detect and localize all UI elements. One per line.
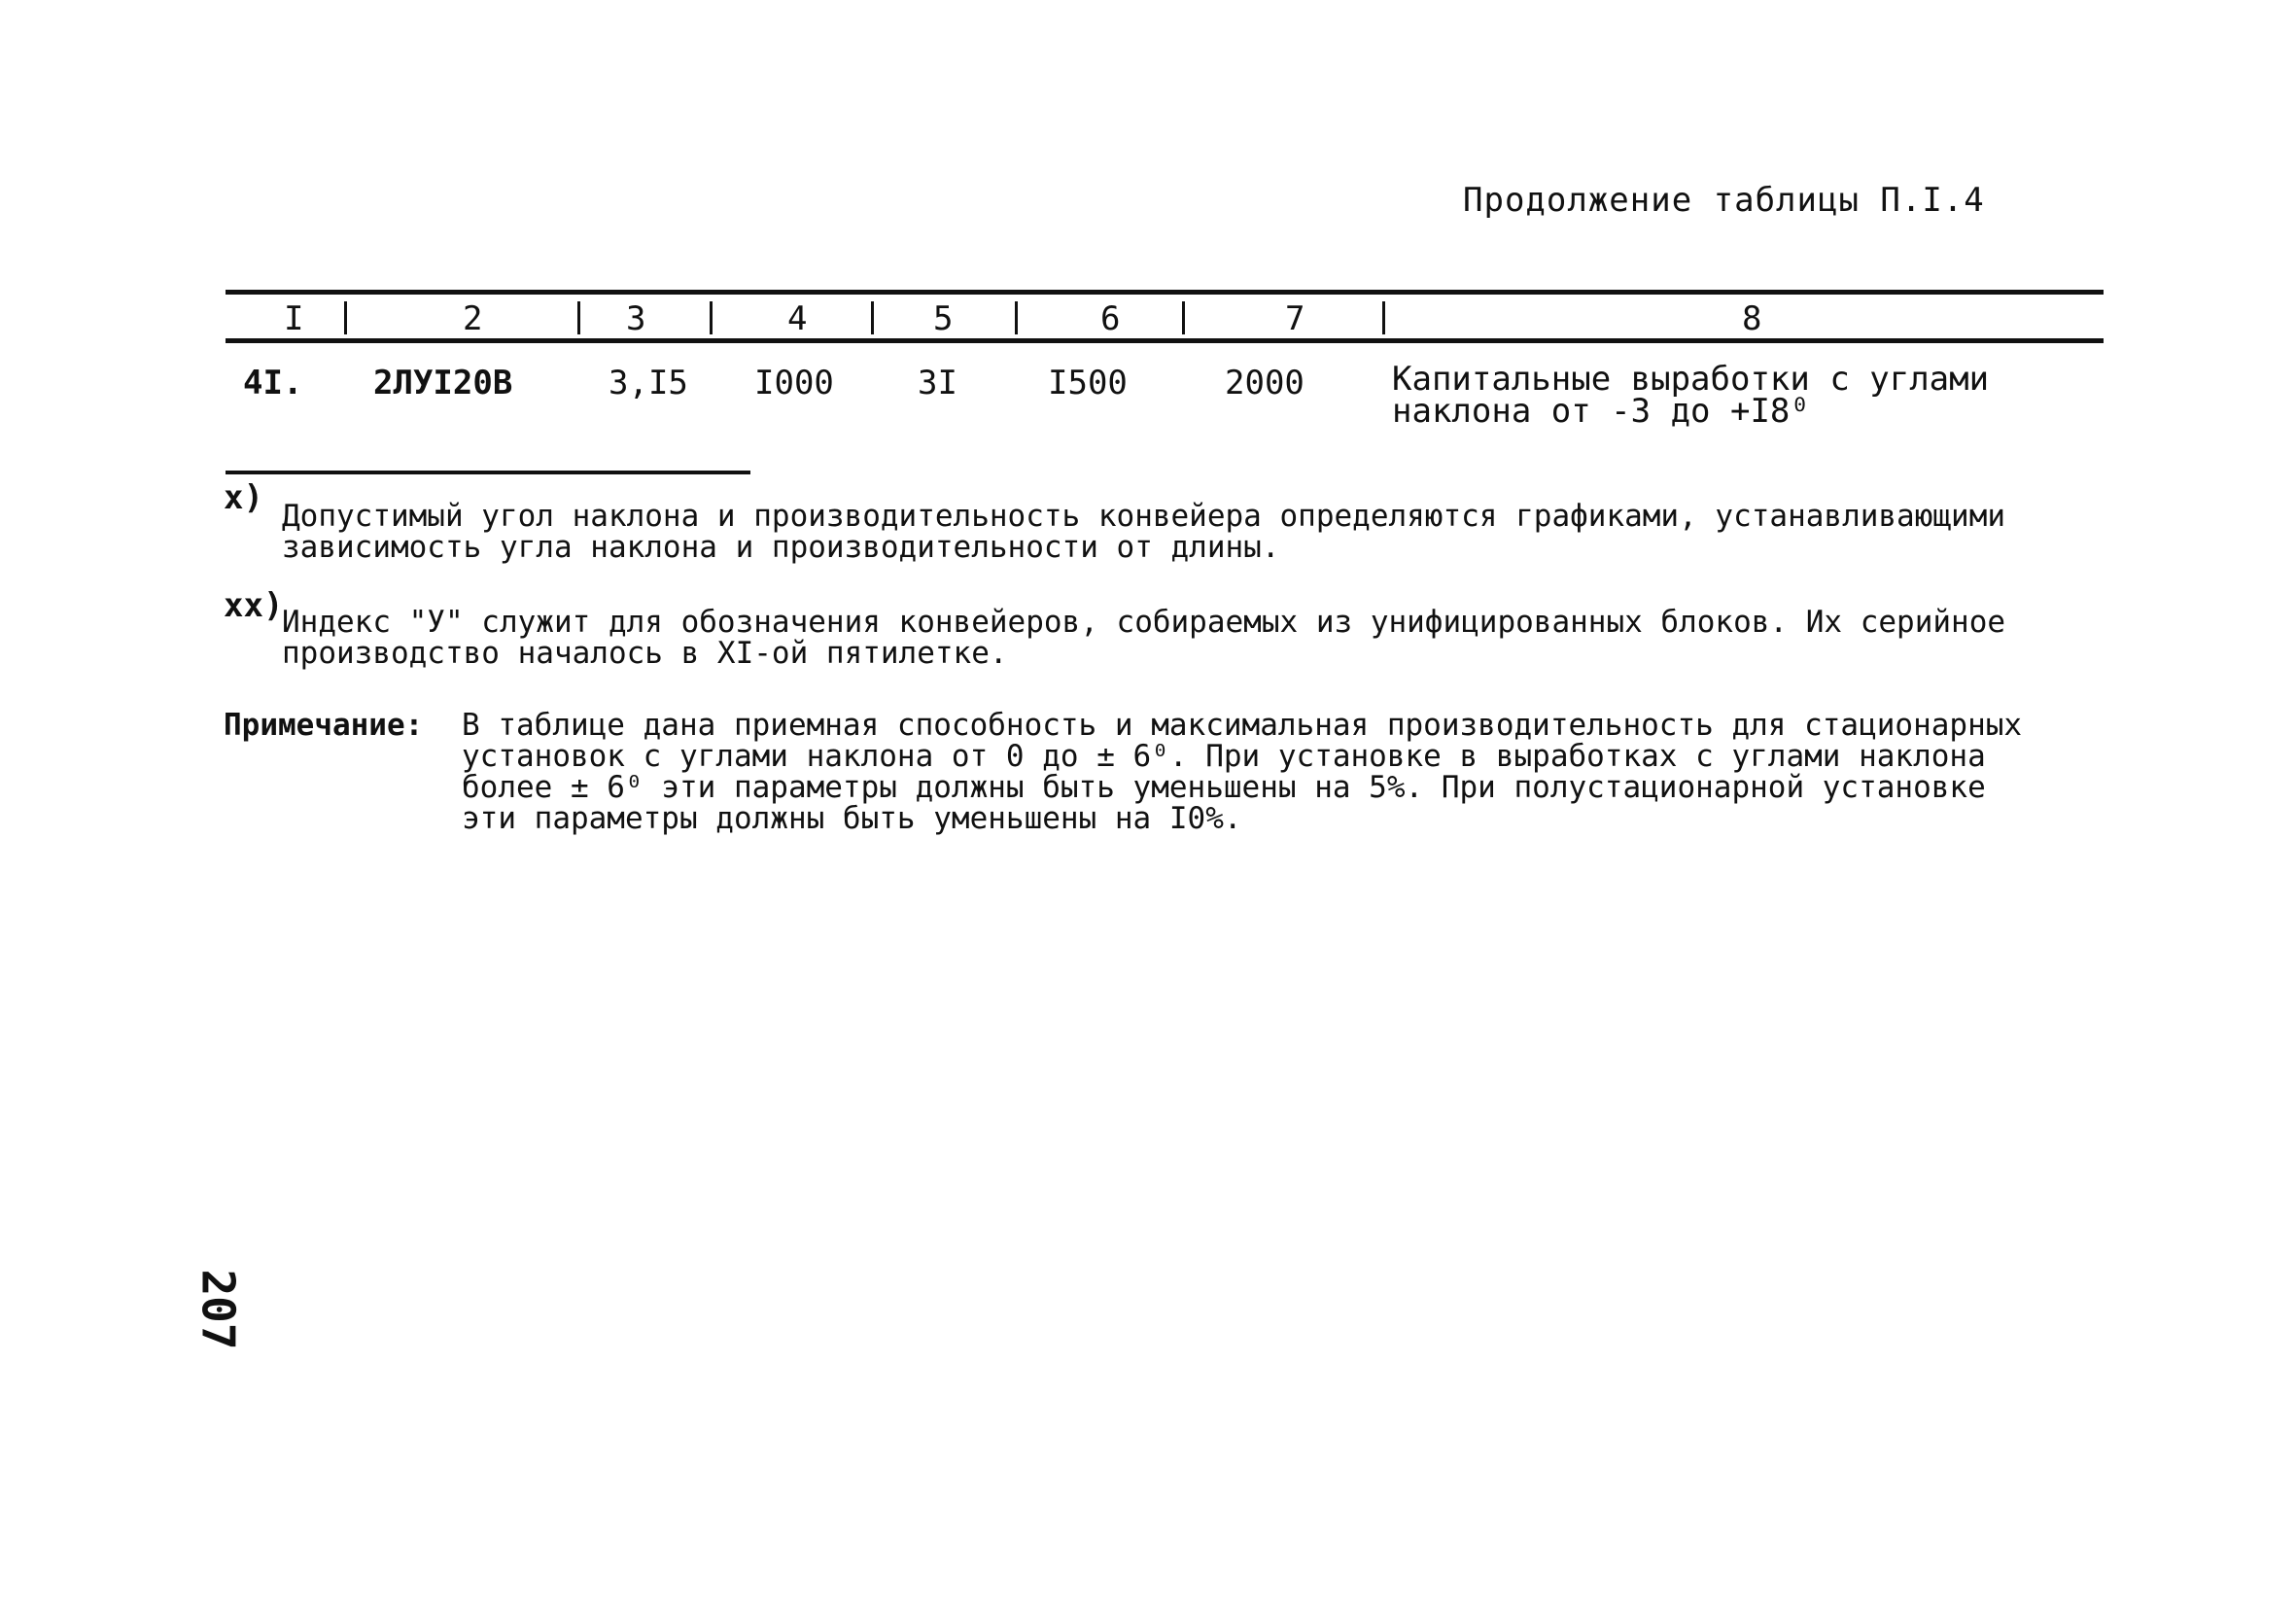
- column-separator: [871, 301, 874, 334]
- note-text: В таблице дана приемная способность и максимальная производительность для стационарных установок с углами наклона от 0 до ± 6⁰. При установке в выработках с углами наклона более ± 6⁰ эти параметры должны быть уменьшены на 5%. При полустационарной установке эти параметры должны быть уменьшены на I0%.: [462, 708, 2023, 836]
- column-number-3: 3: [626, 299, 646, 338]
- column-number-7: 7: [1285, 299, 1305, 338]
- column-5-cell: 3I: [918, 364, 957, 402]
- column-number-2: 2: [463, 299, 483, 338]
- column-separator: [1182, 301, 1185, 334]
- application-conditions-cell: Капитальные выработки с углами наклона от -3 до +I8⁰: [1392, 360, 1990, 431]
- footnote-text: Допустимый угол наклона и производительность конвейера определяются графиками, устанавливающими зависимость угла наклона и производительности от длины.: [282, 499, 2006, 565]
- column-7-cell: 2000: [1225, 364, 1305, 402]
- note-label: Примечание:: [224, 708, 424, 743]
- footnote-text: Индекс "У" служит для обозначения конвейеров, собираемых из унифицированных блоков. Их серийное производство началось в XI-ой пятилетке.: [282, 605, 2006, 671]
- page-number: 207: [191, 1269, 245, 1350]
- column-separator: [1382, 301, 1385, 334]
- table-top-rule: [226, 290, 2104, 295]
- column-number-6: 6: [1100, 299, 1121, 338]
- column-number-5: 5: [933, 299, 954, 338]
- column-separator: [1015, 301, 1018, 334]
- column-number-1: I: [284, 299, 304, 338]
- column-4-cell: I000: [754, 364, 834, 402]
- column-separator: [344, 301, 347, 334]
- column-number-8: 8: [1742, 299, 1762, 338]
- footnote-separator: [226, 471, 750, 474]
- footnote-marker: x): [224, 478, 263, 517]
- column-6-cell: I500: [1048, 364, 1128, 402]
- table-header-rule: [226, 338, 2104, 343]
- column-separator: [577, 301, 580, 334]
- column-separator: [710, 301, 713, 334]
- row-number-cell: 4I.: [243, 364, 303, 402]
- conveyor-type-cell: 2ЛУI20В: [373, 364, 513, 402]
- table-caption: Продолжение таблицы П.I.4: [1463, 181, 1985, 220]
- column-3-cell: 3,I5: [609, 364, 688, 402]
- column-number-4: 4: [787, 299, 808, 338]
- footnote-marker: xx): [224, 586, 284, 625]
